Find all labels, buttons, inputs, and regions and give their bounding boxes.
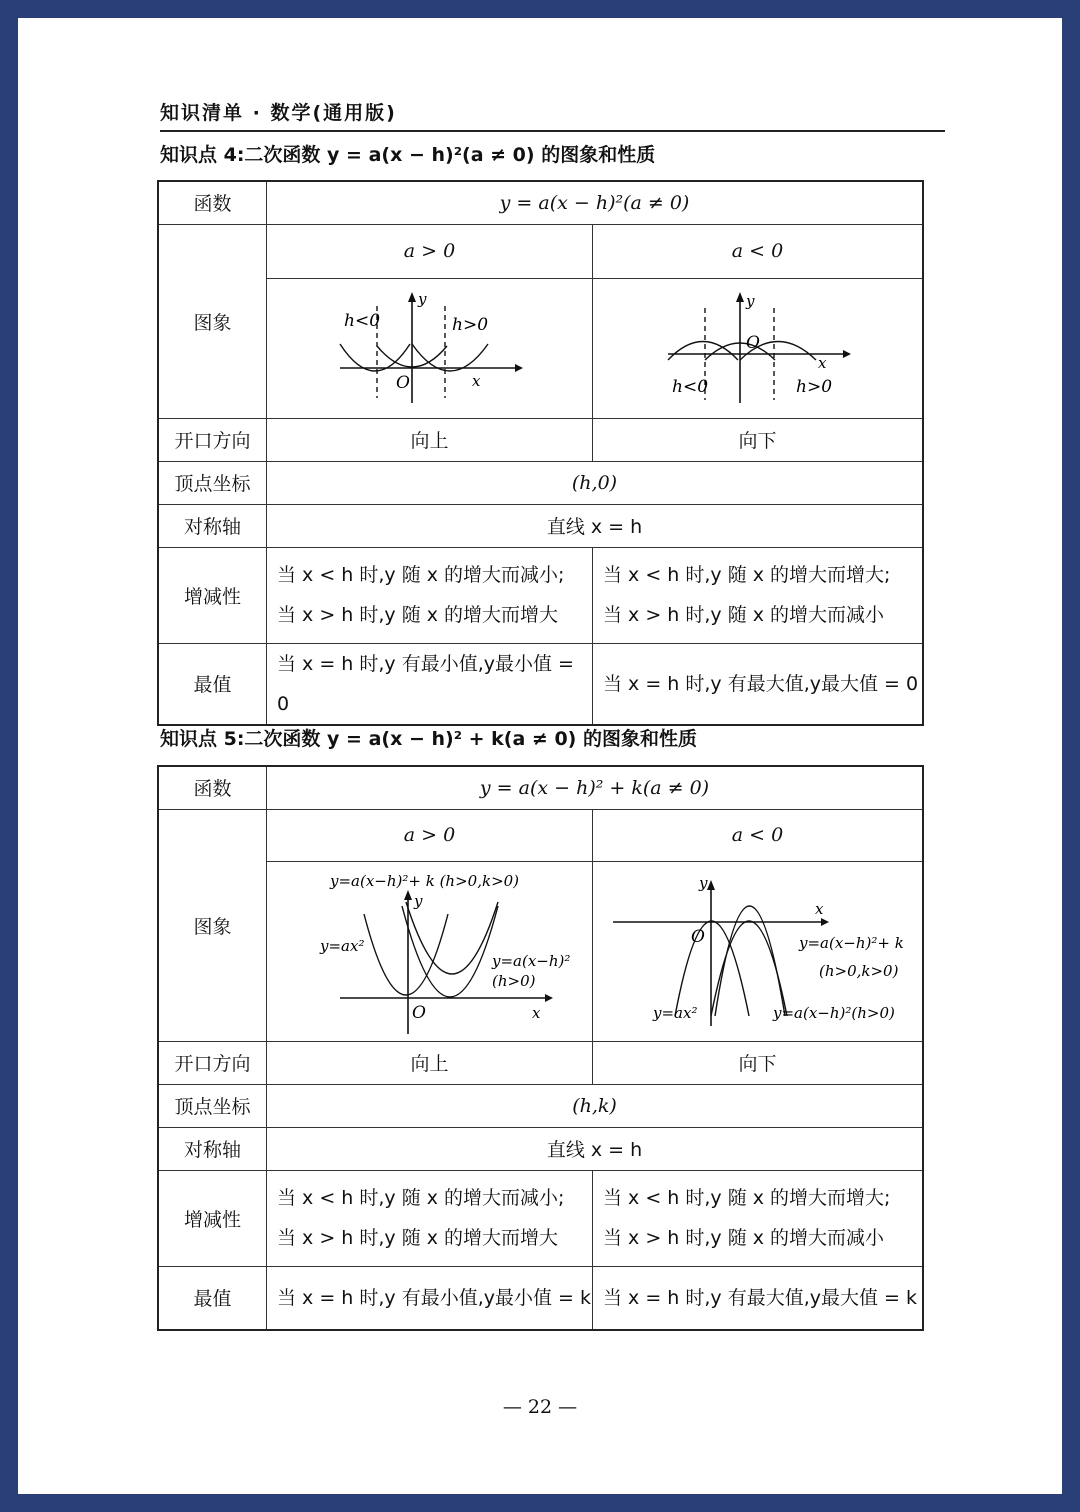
s4-graph-pos bbox=[330, 288, 530, 408]
s4-case-pos: a > 0 bbox=[267, 224, 593, 278]
x-arrow-icon bbox=[515, 364, 523, 372]
s5-mono-neg bbox=[593, 1170, 924, 1266]
s4-axis-value: 直线 x = h bbox=[267, 504, 924, 547]
x-arrow-icon bbox=[545, 994, 553, 1002]
s5-graph-label: 图象 bbox=[158, 809, 267, 1041]
section4-table bbox=[157, 180, 924, 726]
s4-func-value: y = a(x − h)²(a ≠ 0) bbox=[267, 181, 924, 224]
label-origin: O bbox=[411, 1003, 426, 1023]
s4-axis-label: 对称轴 bbox=[158, 504, 267, 547]
label-ax2: y=ax² bbox=[319, 937, 364, 955]
s4-open-pos: 向上 bbox=[267, 418, 593, 461]
parabola-ax2 bbox=[675, 921, 749, 1016]
section5-title: 知识点 5:二次函数 y = a(x − h)² + k(a ≠ 0) 的图象和性质 bbox=[160, 728, 697, 750]
label-origin: O bbox=[395, 373, 410, 393]
label-x: x bbox=[817, 354, 826, 372]
label-y: y bbox=[698, 874, 707, 892]
y-arrow-icon bbox=[408, 292, 416, 302]
parabola-shift-h bbox=[711, 921, 787, 1016]
s5-mono-neg-line1: 当 x < h 时,y 随 x 的增大而增大; bbox=[603, 1187, 891, 1209]
label-y: y bbox=[417, 290, 426, 308]
label-h-neg: h<0 bbox=[671, 377, 708, 397]
s5-func-value: y = a(x − h)² + k(a ≠ 0) bbox=[267, 766, 924, 809]
s5-open-label: 开口方向 bbox=[158, 1041, 267, 1084]
running-header bbox=[160, 96, 945, 132]
s4-mono-neg-line2: 当 x > h 时,y 随 x 的增大而减小 bbox=[603, 604, 885, 626]
label-ax2: y=ax² bbox=[652, 1004, 697, 1022]
parabola-ax2 bbox=[364, 914, 448, 995]
parabola-right bbox=[412, 344, 488, 371]
s4-ext-label: 最值 bbox=[158, 643, 267, 725]
label-right-1: y=a(x−h)² bbox=[491, 952, 570, 970]
s5-ext-label: 最值 bbox=[158, 1266, 267, 1330]
s5-case-pos: a > 0 bbox=[267, 809, 593, 861]
y-arrow-icon bbox=[736, 292, 744, 302]
label-h-pos: h>0 bbox=[451, 315, 488, 335]
s5-axis-value: 直线 x = h bbox=[267, 1127, 924, 1170]
s4-mono-pos bbox=[267, 547, 593, 643]
s4-graph-neg bbox=[658, 288, 858, 408]
label-right-1: y=a(x−h)²+ k bbox=[798, 934, 904, 952]
s4-mono-neg-line1: 当 x < h 时,y 随 x 的增大而增大; bbox=[603, 564, 891, 586]
parabola-shift-h bbox=[402, 906, 498, 997]
s5-mono-label: 增减性 bbox=[158, 1170, 267, 1266]
s4-graph-label: 图象 bbox=[158, 224, 267, 418]
y-arrow-icon bbox=[707, 880, 715, 890]
parabola-left bbox=[340, 344, 410, 371]
s5-axis-label: 对称轴 bbox=[158, 1127, 267, 1170]
s5-mono-pos bbox=[267, 1170, 593, 1266]
x-arrow-icon bbox=[843, 350, 851, 358]
y-arrow-icon bbox=[404, 890, 412, 900]
s5-mono-neg-line2: 当 x > h 时,y 随 x 的增大而减小 bbox=[603, 1227, 885, 1249]
page-number: — 22 — bbox=[502, 1396, 578, 1418]
section4-title: 知识点 4:二次函数 y = a(x − h)²(a ≠ 0) 的图象和性质 bbox=[160, 144, 656, 166]
s5-ext-pos: 当 x = h 时,y 有最小值,y最小值 = k bbox=[267, 1266, 593, 1330]
s4-graph-neg-cell bbox=[593, 278, 924, 418]
label-origin: O bbox=[745, 333, 760, 353]
header-title: 知识清单 · 数学(通用版) bbox=[160, 102, 397, 124]
label-x: x bbox=[814, 900, 823, 918]
s5-vertex-value: (h,k) bbox=[267, 1084, 924, 1127]
section5-table bbox=[157, 765, 924, 1331]
label-y: y bbox=[745, 292, 754, 310]
s4-vertex-value: (h,0) bbox=[267, 461, 924, 504]
s4-open-neg: 向下 bbox=[593, 418, 924, 461]
s5-ext-neg: 当 x = h 时,y 有最大值,y最大值 = k bbox=[593, 1266, 924, 1330]
s4-func-label: 函数 bbox=[158, 181, 267, 224]
label-y: y bbox=[413, 892, 422, 910]
s4-vertex-label: 顶点坐标 bbox=[158, 461, 267, 504]
s5-mono-pos-line1: 当 x < h 时,y 随 x 的增大而减小; bbox=[277, 1187, 565, 1209]
label-h-pos: h>0 bbox=[795, 377, 832, 397]
s5-graph-pos bbox=[280, 866, 580, 1036]
s4-ext-pos: 当 x = h 时,y 有最小值,y最小值 = 0 bbox=[267, 643, 593, 725]
label-h-neg: h<0 bbox=[343, 311, 380, 331]
label-bottom: y=a(x−h)²(h>0) bbox=[772, 1004, 895, 1022]
x-arrow-icon bbox=[821, 918, 829, 926]
label-right-2: (h>0,k>0) bbox=[818, 962, 898, 980]
parabola-left bbox=[668, 342, 738, 361]
s5-graph-pos-cell bbox=[267, 861, 593, 1041]
s4-mono-pos-line1: 当 x < h 时,y 随 x 的增大而减小; bbox=[277, 564, 565, 586]
s5-graph-neg bbox=[603, 866, 913, 1036]
label-top: y=a(x−h)²+ k (h>0,k>0) bbox=[329, 872, 519, 890]
s4-mono-pos-line2: 当 x > h 时,y 随 x 的增大而增大 bbox=[277, 604, 559, 626]
s5-vertex-label: 顶点坐标 bbox=[158, 1084, 267, 1127]
s5-func-label: 函数 bbox=[158, 766, 267, 809]
s4-graph-pos-cell bbox=[267, 278, 593, 418]
s5-open-neg: 向下 bbox=[593, 1041, 924, 1084]
s4-case-neg: a < 0 bbox=[593, 224, 924, 278]
label-right-2: (h>0) bbox=[491, 972, 535, 990]
page bbox=[18, 18, 1062, 1494]
s5-open-pos: 向上 bbox=[267, 1041, 593, 1084]
label-origin: O bbox=[690, 927, 705, 947]
label-x: x bbox=[531, 1004, 540, 1022]
s4-mono-neg bbox=[593, 547, 924, 643]
s5-case-neg: a < 0 bbox=[593, 809, 924, 861]
s5-graph-neg-cell bbox=[593, 861, 924, 1041]
s4-open-label: 开口方向 bbox=[158, 418, 267, 461]
s4-ext-neg: 当 x = h 时,y 有最大值,y最大值 = 0 bbox=[593, 643, 924, 725]
s5-mono-pos-line2: 当 x > h 时,y 随 x 的增大而增大 bbox=[277, 1227, 559, 1249]
s4-mono-label: 增减性 bbox=[158, 547, 267, 643]
label-x: x bbox=[471, 372, 480, 390]
parabola-shift-hk bbox=[406, 902, 498, 974]
